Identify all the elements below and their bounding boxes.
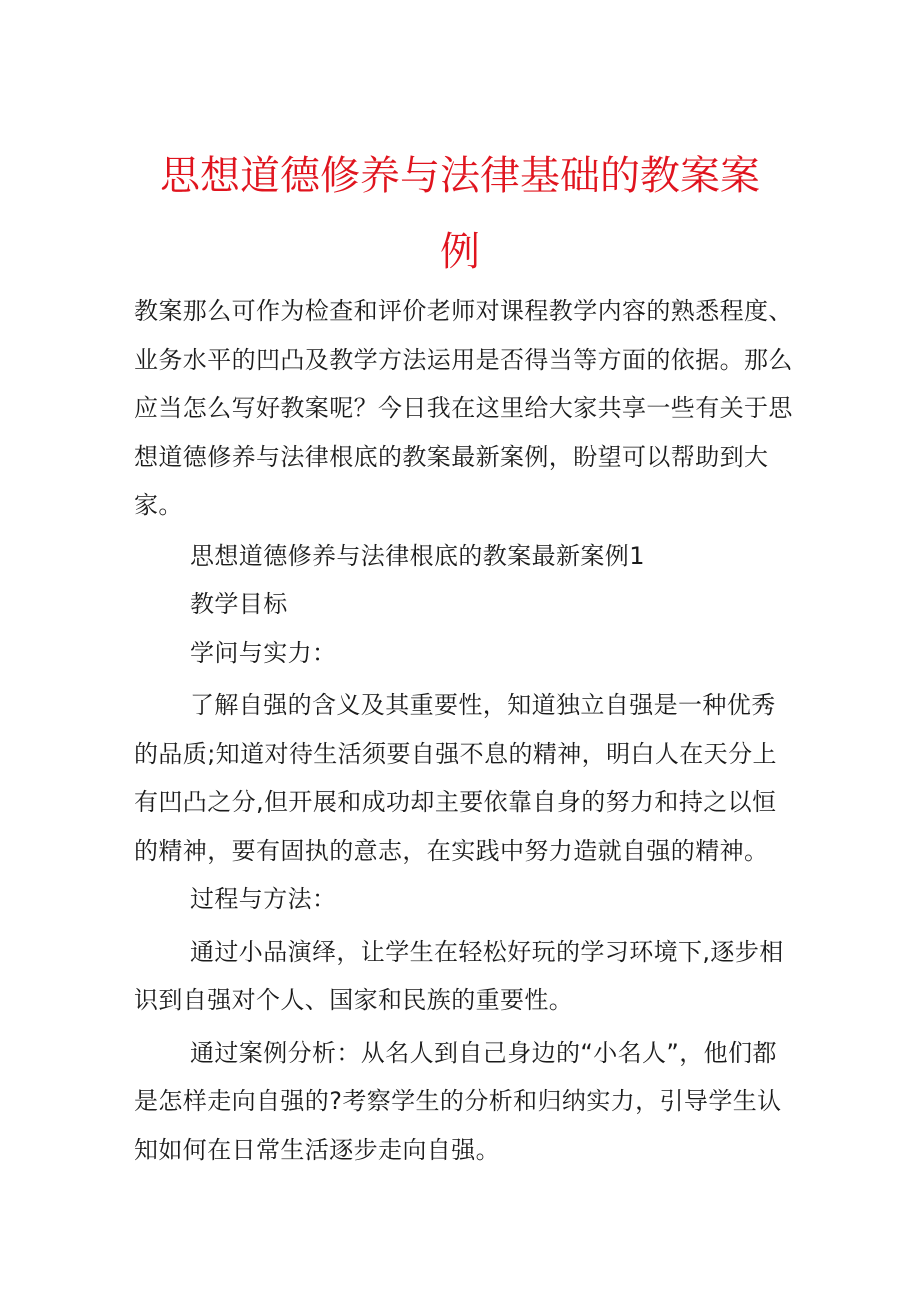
teaching-goals-heading: 教学目标 (190, 590, 288, 618)
knowledge-ability-paragraph: 了解自强的含义及其重要性，知道独立自强是一种优秀的品质;知道对待生活须要自强不息的精神，明白人在天分上有凹凸之分,但开展和成功却主要依靠自身的努力和持之以恒的精神，要有固执的意志，在实践中努力造就自强的精神。 (134, 691, 777, 865)
title-line-2: 例 (440, 229, 480, 275)
intro-paragraph: 教案那么可作为检查和评价老师对课程教学内容的熟悉程度、业务水平的凹凸及教学方法运用是否得当等方面的依据。那么应当怎么写好教案呢？今日我在这里给大家共享一些有关于思想道德修养与法律根底的教案最新案例，盼望可以帮助到大家。 (134, 297, 793, 519)
section-heading: 思想道德修养与法律根底的教案最新案例1 (190, 541, 645, 570)
knowledge-ability-heading: 学问与实力： (190, 638, 337, 667)
document-body (134, 287, 794, 1174)
document-title (150, 138, 770, 290)
title-line-1: 思想道德修养与法律基础的教案案 (160, 153, 760, 199)
skit-paragraph: 通过小品演绎，让学生在轻松好玩的学习环境下,逐步相识到自强对个人、国家和民族的重要性。 (134, 937, 784, 1014)
case-analysis-paragraph: 通过案例分析：从名人到自己身边的“小名人”，他们都是怎样走向自强的?考察学生的分析和归纳实力，引导学生认知如何在日常生活逐步走向自强。 (134, 1038, 782, 1164)
process-method-heading: 过程与方法： (190, 885, 337, 913)
